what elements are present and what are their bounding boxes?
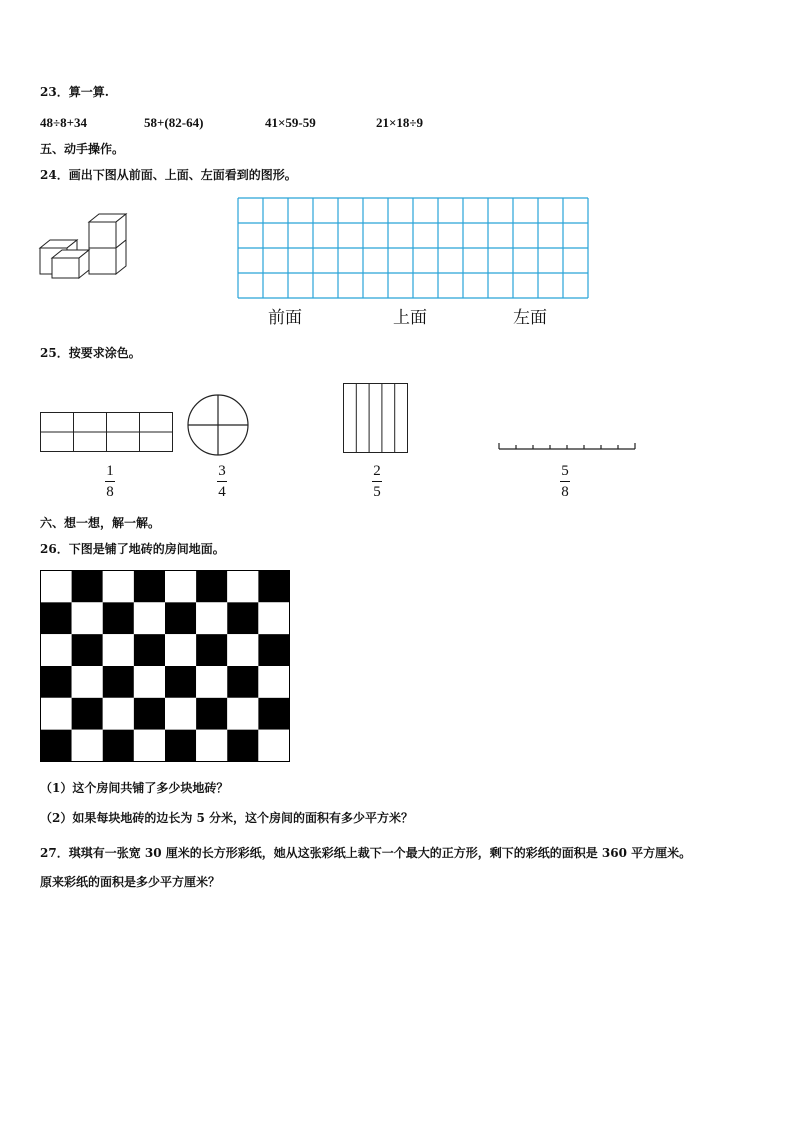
q23-expr-1: 48÷8+34 [40,115,88,130]
label-left-view: 左面 [513,308,547,328]
floor-tile [165,698,196,730]
floor-tile [41,602,72,634]
q27-text-line-2: 原来彩纸的面积是多少平方厘米？ [40,875,221,889]
q24-title: 24．画出下图从前面、上面、左面看到的图形。 [40,168,297,182]
floor-tile [196,634,227,666]
floor-tile [258,698,289,730]
floor-tile [103,602,134,634]
q23-expr-3: 41×59-59 [265,115,316,130]
label-top-view: 上面 [393,308,427,328]
q26-sub-question-2: （2）如果每块地砖的边长为 5 分米，这个房间的面积有多少平方米？ [40,811,414,825]
floor-tile [196,571,227,603]
floor-tile [196,698,227,730]
q26-sub-question-1: （1）这个房间共铺了多少块地砖？ [40,781,229,795]
floor-tile [165,666,196,698]
drawing-grid[interactable] [237,197,589,299]
checkerboard-floor [40,570,290,762]
floor-tile [134,698,165,730]
rectangle-fifths-shape[interactable] [343,383,408,453]
label-front-view: 前面 [268,308,302,328]
circle-quarters-shape[interactable] [187,394,249,456]
segment-eighths-line[interactable] [498,440,636,452]
floor-tile [41,730,72,762]
floor-tile [227,730,258,762]
floor-tile [227,698,258,730]
floor-tile [165,571,196,603]
floor-tile [258,730,289,762]
q23-title: 23．算一算. [40,85,109,99]
floor-tile [134,634,165,666]
floor-tile [227,602,258,634]
floor-tile [41,698,72,730]
floor-tile [41,571,72,603]
floor-tile [165,602,196,634]
section-6-heading: 六、想一想，解一解。 [40,516,161,530]
floor-tile [103,571,134,603]
floor-tile [227,666,258,698]
floor-tile [196,602,227,634]
floor-tile [134,602,165,634]
q23-expr-2: 58+(82-64) [144,115,204,130]
section-5-heading: 五、动手操作。 [40,142,125,156]
q25-title: 25．按要求涂色。 [40,346,141,360]
floor-tile [72,602,103,634]
floor-tile [134,666,165,698]
floor-tile [72,698,103,730]
fraction-3-4: 3 4 [218,463,226,500]
q26-title: 26．下图是铺了地砖的房间地面。 [40,542,225,556]
floor-tile [227,634,258,666]
floor-tile [72,634,103,666]
rectangle-eighths-shape[interactable] [40,412,173,452]
floor-tile [227,571,258,603]
floor-tile [258,602,289,634]
floor-tile [72,571,103,603]
floor-tile [103,666,134,698]
floor-tile [103,698,134,730]
floor-tile [165,634,196,666]
floor-tile [196,666,227,698]
fraction-2-5: 2 5 [373,463,381,500]
floor-tile [103,730,134,762]
floor-tile [72,730,103,762]
q27-text-line-1: 27．琪琪有一张宽 30 厘米的长方形彩纸，她从这张彩纸上裁下一个最大的正方形，剩下的彩纸的面积是 360 平方厘米。 [40,846,692,860]
floor-tile [103,634,134,666]
fraction-1-8: 1 8 [106,463,114,500]
floor-tile [258,634,289,666]
floor-tile [72,666,103,698]
floor-tile [165,730,196,762]
fraction-5-8: 5 8 [561,463,569,500]
floor-tile [258,666,289,698]
floor-tile [41,666,72,698]
q23-expr-4: 21×18÷9 [376,115,424,130]
cube-stack-figure [38,212,133,278]
floor-tile [196,730,227,762]
floor-tile [134,730,165,762]
floor-tile [41,634,72,666]
floor-tile [134,571,165,603]
floor-tile [258,571,289,603]
